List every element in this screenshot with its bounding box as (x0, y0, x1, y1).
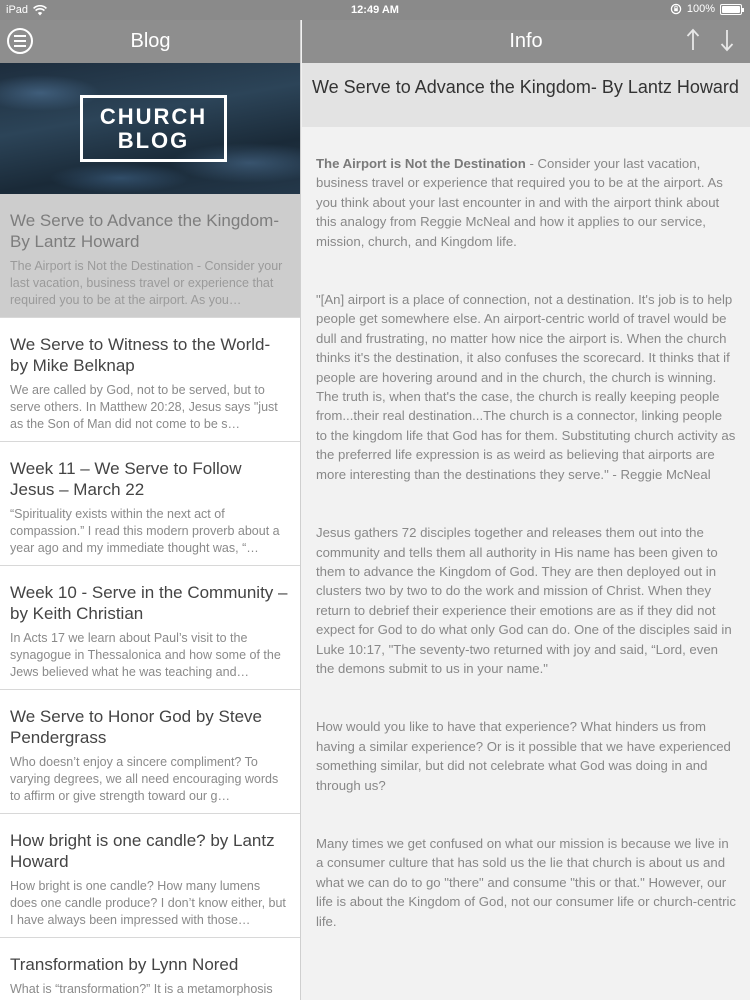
church-blog-banner (0, 63, 300, 194)
post-item-follow-jesus[interactable] (0, 442, 300, 566)
article-body (302, 127, 750, 931)
post-item-one-candle[interactable] (0, 814, 300, 938)
post-title: How bright is one candle? by Lantz Howard (10, 831, 275, 871)
post-snippet: “Spirituality exists within the next act of compassion.” I read this modern proverb about a year ago and my immediate thought was, “… (10, 507, 280, 555)
arrow-up-icon[interactable] (686, 28, 700, 52)
post-item-advance-kingdom[interactable] (0, 194, 300, 318)
banner-logo (80, 95, 227, 162)
battery-fill (722, 6, 740, 13)
post-item-transformation[interactable] (0, 938, 300, 1000)
blog-list-pane (0, 20, 301, 1000)
article-paragraph-2: "[An] airport is a place of connection, not a destination. It's job is to help people get somewhere else. An airport-centric world of travel would be dull and frustrating, no matter how nice the airport is. When the church thinks it's the destination, it also confuses the scorecard. It thinks that if people are hovering around and in the church, the church is winning. The truth is, when that's the case, the church is really keeping people from...their real destination...The church is a connector, linking people to the kingdom life that God has for them. Substituting church activity as the preferred life expression is as weird as believing that airports are more interesting than the destinations they serve." - Reggie McNeal (316, 292, 736, 482)
article-paragraph-3: Jesus gathers 72 disciples together and releases them out into the community and tells them all authority in His name has been given to them to advance the Kingdom of God. They are then deployed out in clusters two by two to do the work and mission of Christ. When they return to debrief their experience their emotions are as if they did not expect for God to do what only God can do. One of the disciples said in Luke 10:17, "The seventy-two returned with joy and said, “Lord, even the demons submit to us in your name." (316, 525, 732, 676)
article-lead: The Airport is Not the Destination (316, 156, 526, 171)
post-title: We Serve to Advance the Kingdom- By Lantz Howard (10, 211, 280, 251)
post-item-witness-world[interactable] (0, 318, 300, 442)
device-label: iPad (6, 4, 29, 16)
post-snippet: Who doesn’t enjoy a sincere compliment? To varying degrees, we all need encouraging words to affirm or give strength toward our g… (10, 755, 279, 803)
post-title: Transformation by Lynn Nored (10, 955, 239, 974)
post-title: We Serve to Witness to the World- by Mike Belknap (10, 335, 271, 375)
article-paragraph-5: Many times we get confused on what our mission is because we live in a consumer culture that has sold us the lie that church is about us and what we can do to go "there" and consume "this or that." However, our life is about the Kingdom of God, not our consumer life or church-centric life. (316, 835, 737, 929)
post-list (0, 194, 300, 1000)
post-item-serve-community[interactable] (0, 566, 300, 690)
status-bar (0, 0, 750, 20)
post-item-honor-god[interactable] (0, 690, 300, 814)
article-paragraph-1-text: - Consider your last vacation, business travel or experience that required you to be at the airport. As you think about your last encounter in and with the airport think about this analogy from Reggie McNeal and how it applies to our service, mission, church, and Kingdom life. (316, 156, 723, 249)
article-pane (302, 20, 750, 1000)
info-title: Info (509, 30, 543, 52)
post-title: Week 10 - Serve in the Community – by Keith Christian (10, 583, 288, 623)
banner-line-1: CHURCH (99, 103, 208, 129)
blog-header (0, 20, 300, 63)
post-title: Week 11 – We Serve to Follow Jesus – March 22 (10, 459, 242, 499)
article-header (302, 63, 750, 127)
post-title: We Serve to Honor God by Steve Pendergrass (10, 707, 262, 747)
info-header (302, 20, 750, 63)
post-snippet: In Acts 17 we learn about Paul’s visit to the synagogue in Thessalonica and how some of the Jews believed what he was teaching and… (10, 631, 281, 679)
battery-percent: 100% (686, 3, 715, 15)
post-snippet: The Airport is Not the Destination - Consider your last vacation, business travel or experience that required you to be at the airport. As you… (10, 259, 283, 307)
banner-line-2: BLOG (117, 127, 190, 153)
post-snippet: How bright is one candle? How many lumens does one candle produce? I don’t know either, but I have always been impressed with those… (10, 879, 286, 927)
arrow-down-icon[interactable] (720, 28, 734, 52)
rotation-lock-icon (670, 3, 682, 15)
status-right (670, 3, 742, 15)
battery-icon (720, 4, 742, 15)
article-paragraph-4: How would you like to have that experience? What hinders us from having a similar experience? Or is it possible that we have experienced something similar, but did not celebrate what God was doing in and through us? (316, 719, 731, 793)
blog-title: Blog (130, 30, 171, 52)
article-paragraph-1 (316, 154, 736, 251)
article-title: We Serve to Advance the Kingdom- By Lantz Howard (312, 77, 739, 97)
status-time: 12:49 AM (351, 4, 399, 16)
post-snippet: What is “transformation?” It is a metamorphosis (10, 982, 273, 996)
post-snippet: We are called by God, not to be served, but to serve others. In Matthew 20:28, Jesus says "just as the Son of Man did not come to be s… (10, 383, 278, 431)
